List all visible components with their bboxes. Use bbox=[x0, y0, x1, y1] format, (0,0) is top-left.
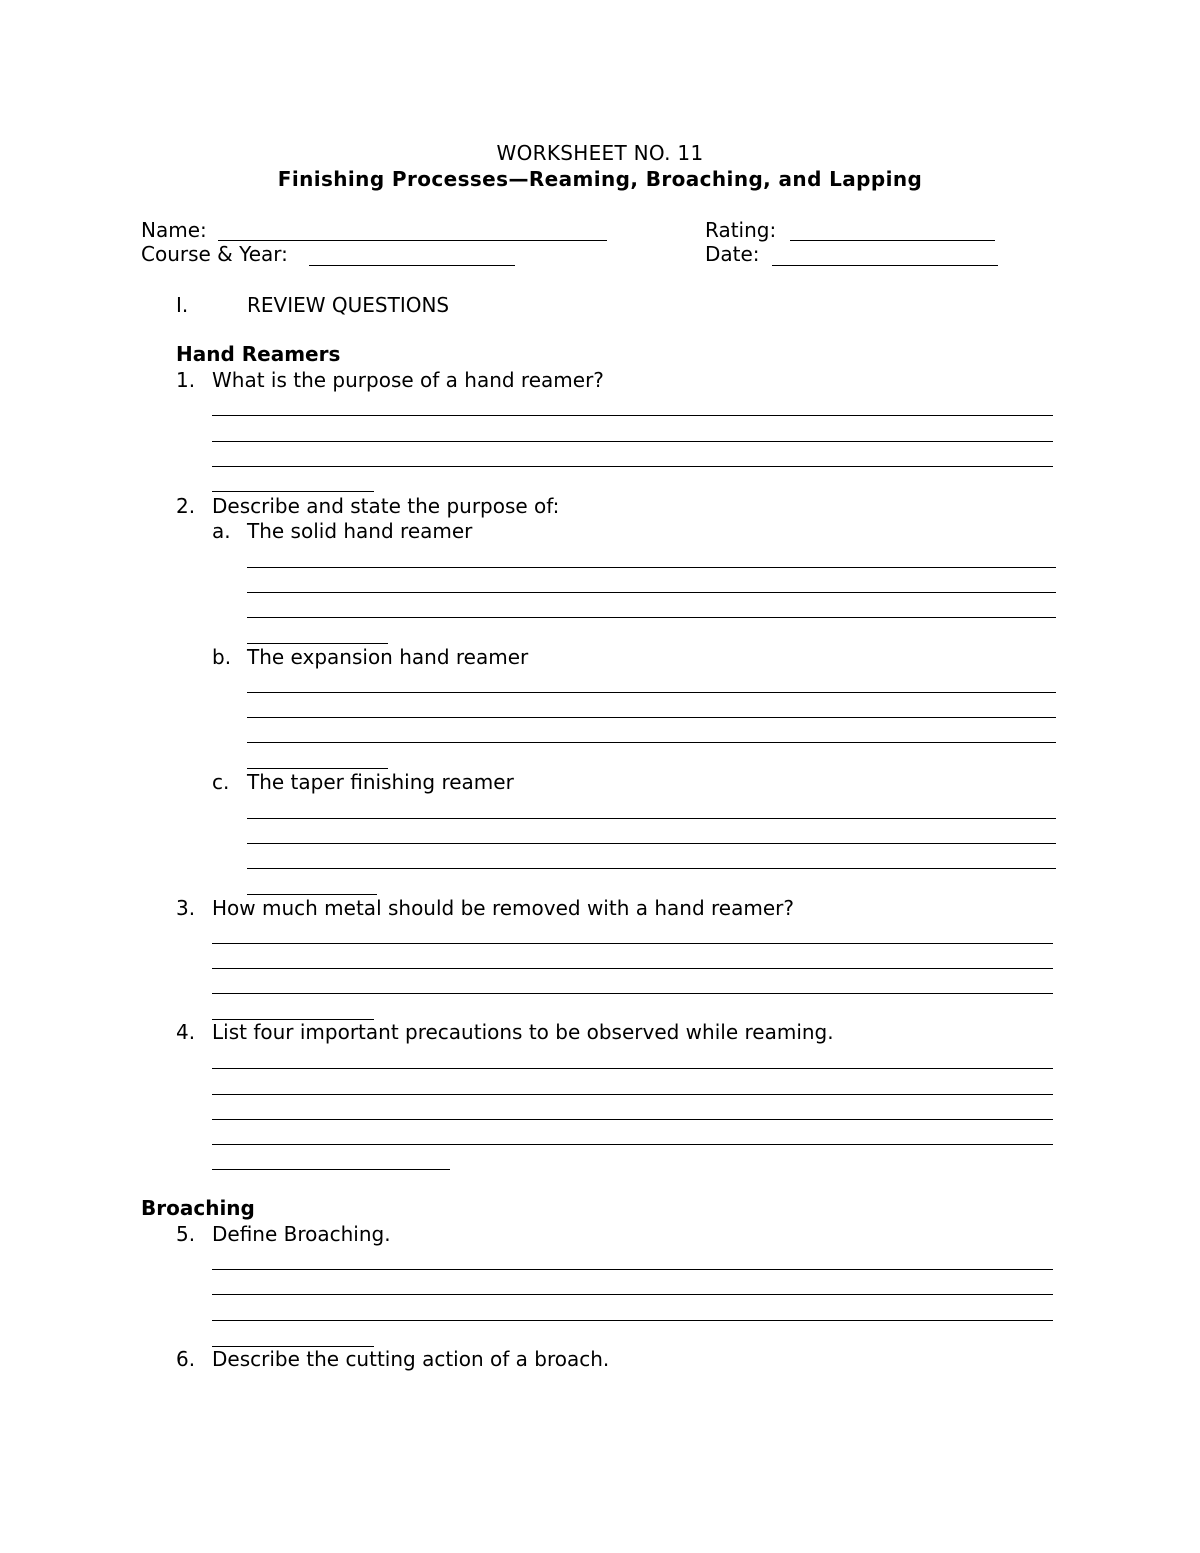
q6-number: 6. bbox=[176, 1347, 196, 1371]
rating-label: Rating: bbox=[705, 218, 777, 242]
answer-line[interactable] bbox=[247, 692, 1056, 693]
answer-line[interactable] bbox=[212, 993, 1053, 994]
answer-line[interactable] bbox=[247, 742, 1056, 743]
part-heading: REVIEW QUESTIONS bbox=[247, 293, 450, 317]
worksheet-subtitle: Finishing Processes—Reaming, Broaching, and Lapping bbox=[277, 167, 923, 191]
answer-line[interactable] bbox=[247, 768, 388, 769]
answer-line[interactable] bbox=[247, 592, 1056, 593]
answer-line[interactable] bbox=[247, 868, 1056, 869]
rating-field[interactable] bbox=[790, 240, 995, 241]
answer-line[interactable] bbox=[212, 968, 1053, 969]
answer-line[interactable] bbox=[212, 1068, 1053, 1069]
answer-line[interactable] bbox=[212, 1320, 1053, 1321]
answer-line[interactable] bbox=[212, 441, 1053, 442]
answer-line[interactable] bbox=[247, 818, 1056, 819]
q3-number: 3. bbox=[176, 896, 196, 920]
q2a-text: The solid hand reamer bbox=[247, 519, 473, 543]
name-label: Name: bbox=[141, 218, 207, 242]
answer-line[interactable] bbox=[212, 466, 1053, 467]
q1-number: 1. bbox=[176, 368, 196, 392]
name-field[interactable] bbox=[218, 240, 607, 241]
answer-line[interactable] bbox=[212, 1269, 1053, 1270]
answer-line[interactable] bbox=[212, 1094, 1053, 1095]
answer-line[interactable] bbox=[247, 717, 1056, 718]
part-numeral: I. bbox=[176, 293, 189, 317]
q5-number: 5. bbox=[176, 1222, 196, 1246]
answer-line[interactable] bbox=[212, 1169, 450, 1170]
q2a-letter: a. bbox=[212, 519, 231, 543]
answer-line[interactable] bbox=[212, 943, 1053, 944]
answer-line[interactable] bbox=[212, 1294, 1053, 1295]
q2-number: 2. bbox=[176, 494, 196, 518]
answer-line[interactable] bbox=[212, 415, 1053, 416]
section-broaching: Broaching bbox=[141, 1196, 255, 1220]
q1-text: What is the purpose of a hand reamer? bbox=[212, 368, 604, 392]
date-label: Date: bbox=[705, 242, 760, 266]
answer-line[interactable] bbox=[247, 643, 388, 644]
q4-number: 4. bbox=[176, 1020, 196, 1044]
q5-text: Define Broaching. bbox=[212, 1222, 391, 1246]
q2c-letter: c. bbox=[212, 770, 230, 794]
worksheet-title: WORKSHEET NO. 11 bbox=[496, 141, 704, 165]
q2-text: Describe and state the purpose of: bbox=[212, 494, 560, 518]
answer-line[interactable] bbox=[212, 491, 374, 492]
date-field[interactable] bbox=[772, 265, 998, 266]
q2c-text: The taper finishing reamer bbox=[247, 770, 514, 794]
answer-line[interactable] bbox=[212, 1144, 1053, 1145]
answer-line[interactable] bbox=[212, 1119, 1053, 1120]
course-year-label: Course & Year: bbox=[141, 242, 288, 266]
answer-line[interactable] bbox=[247, 894, 377, 895]
answer-line[interactable] bbox=[247, 617, 1056, 618]
q6-text: Describe the cutting action of a broach. bbox=[212, 1347, 610, 1371]
course-year-field[interactable] bbox=[309, 265, 515, 266]
answer-line[interactable] bbox=[247, 843, 1056, 844]
q4-text: List four important precautions to be observed while reaming. bbox=[212, 1020, 834, 1044]
q2b-text: The expansion hand reamer bbox=[247, 645, 529, 669]
section-hand-reamers: Hand Reamers bbox=[176, 342, 341, 366]
q3-text: How much metal should be removed with a hand reamer? bbox=[212, 896, 794, 920]
q2b-letter: b. bbox=[212, 645, 232, 669]
answer-line[interactable] bbox=[247, 567, 1056, 568]
